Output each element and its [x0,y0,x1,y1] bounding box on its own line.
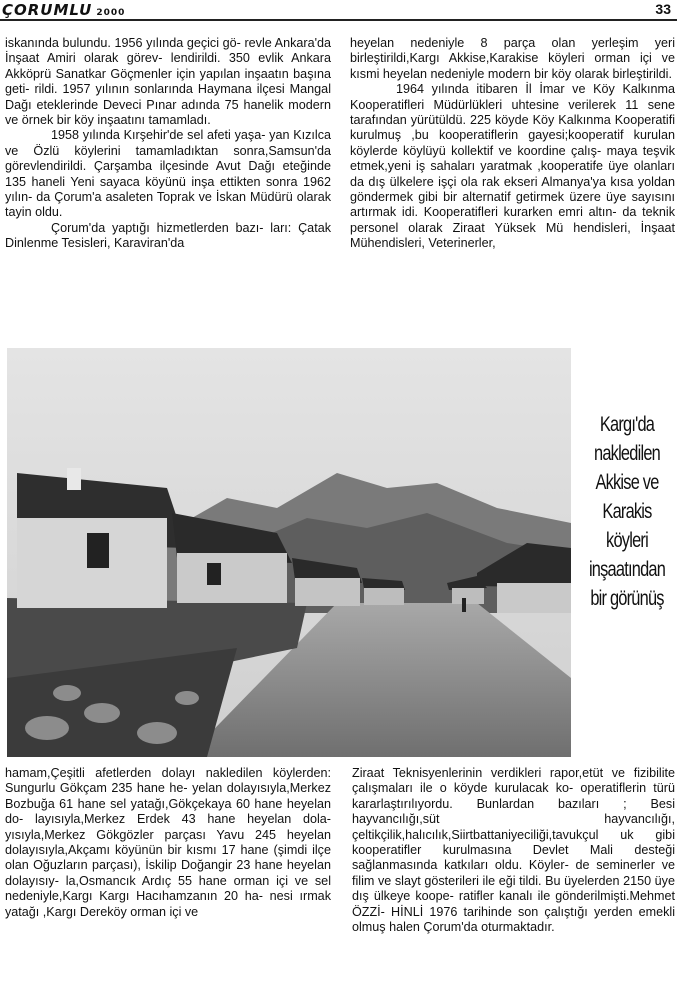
masthead [2,1,125,19]
village-photo-illustration [7,348,571,757]
column-top-left [5,36,331,252]
caption-line: nakledilen [594,442,660,465]
caption-line: bir görünüş [590,587,664,610]
paragraph: 1964 yılında itibaren İl İmar ve Köy Kalkınma Kooperatifleri Müdürlükleri uhtesine verilerek 11 sene tarafından yürütüldü. 225 köyde Köy Kalkınma Kooperatifi kurulmuş ,bu kooperatiflerin gayesi;kooperatif kurulan köylerde köylüyü kollektif ve koordine çalış- maya teşvik etmek,yeni iş sahaları yaratmak ,kooperatife üye olanları da dış ülkelere işçi ola rak ekseri Almanya'ya kısa yoldan göndermek gibi bir alternatif getirmek üzere üye sayısını artırmak idi. Kooperatifleri kurarken emri altın- da teknik personel olarak Ziraat Yüksek Mü hendisleri, İnşaat Mühendisleri, Veterinerler, [350,82,675,251]
column-bottom-left [5,766,331,920]
page-number: 33 [655,1,671,17]
village-photo [7,348,571,757]
header-rule [0,19,677,21]
column-top-right [350,36,675,252]
paragraph: hamam,Çeşitli afetlerden dolayı nakledilen köylerden: Sungurlu Gökçam 235 hane he- yelan dolayısıyla,Merkez Bozbuğa 61 hane sel yatağı,Gökçekaya 60 hane heyelan do- layısıyla,Merkez Erdek 43 hane heyelan dola- yısıyla,Merkez Gökgözler parçası Yavu 245 heyelan dolayısıyla,Akçamı köyünün bir kısmı 17 hane (şimdi ilçe olan Oğuzların parçası), İskilip Doğangir 23 hane heyelan dolayısıy- la,Osmancık Ardıç 55 hane orman içi ve sel nedeniyle,Kargı Kargı Hacıhamzanın 20 ha- nesi ırmak yatağı ,Kargı Dereköy orman içi ve [5,766,331,919]
caption-line: Akkise ve [595,471,659,494]
caption-line: Kargı'da [599,413,655,436]
caption-line: köyleri [606,529,648,552]
caption-line: inşaatından [588,558,666,581]
column-bottom-right [352,766,675,935]
paragraph: Çorum'da yaptığı hizmetlerden bazı- ları: Çatak Dinlenme Tesisleri, Karaviran'da [5,220,331,251]
photo-caption [588,410,666,613]
paragraph: iskanında bulundu. 1956 yılında geçici gö- revle Ankara'da İnşaat Amiri olarak görev- lendirildi. 350 evlik Ankara Akköprü Sanatkar Göçmenler için yapılan inşaatın başına geti- rildi. 1957 yılının sonlarında Haymana ilçesi Mangal Dağı eteklerinde Deveci Pınar adında 75 hanelik modern ve örnek bir köy inşaatını tamamladı. [5,36,331,128]
masthead-year: 2000 [96,8,126,18]
page-header [0,0,677,22]
masthead-title: ÇORUMLU [2,1,93,19]
caption-line: Karakis [602,500,652,523]
paragraph: Ziraat Teknisyenlerinin verdikleri rapor,etüt ve fizibilite çalışmaları ile o köyde kurulacak ko- operatiflerin türü kararlaştırılıyordu. Bunlardan bazıları ; Besi hayvancılığı,süt hayvancılığı, çeltikçilik,halıcılık,Siirtbattaniyeciliği,tavukçul uk gibi kooperatifler kurulmasına Devlet Mali desteği sağlanmasında katkıları oldu. Köyler- de seminerler ve filim ve slayt gösterileri ile eği tildi. Bu üyelerden 2150 üye dış ülkeye koope- ratifler kanalı ile gönderilmişti.Mehmet ÖZZİ- HİNLİ 1976 tarihinde son çalıştığı yerden emekli olmuş halen Çorum'da oturmaktadır. [352,766,675,935]
paragraph: 1958 yılında Kırşehir'de sel afeti yaşa- yan Kızılca ve Özlü köylerini tamamladıktan sonra,Samsun'da görevlendirildi. Çarşamba ilçesinde Avut Dağı eteğinde 135 haneli Yeni sayaca köyünü inşa ettikten sonra 1962 yılın- da Çorum'a asaleten Toprak ve İskan Müdürü olarak tayin oldu. [5,128,331,220]
paragraph: heyelan nedeniyle 8 parça olan yerleşim yeri birleştirildi,Kargı Akkise,Karakise köyleri orman içi ve kısmi heyelan nedeniyle modern bir köy olarak birleştirildi. [350,36,675,81]
